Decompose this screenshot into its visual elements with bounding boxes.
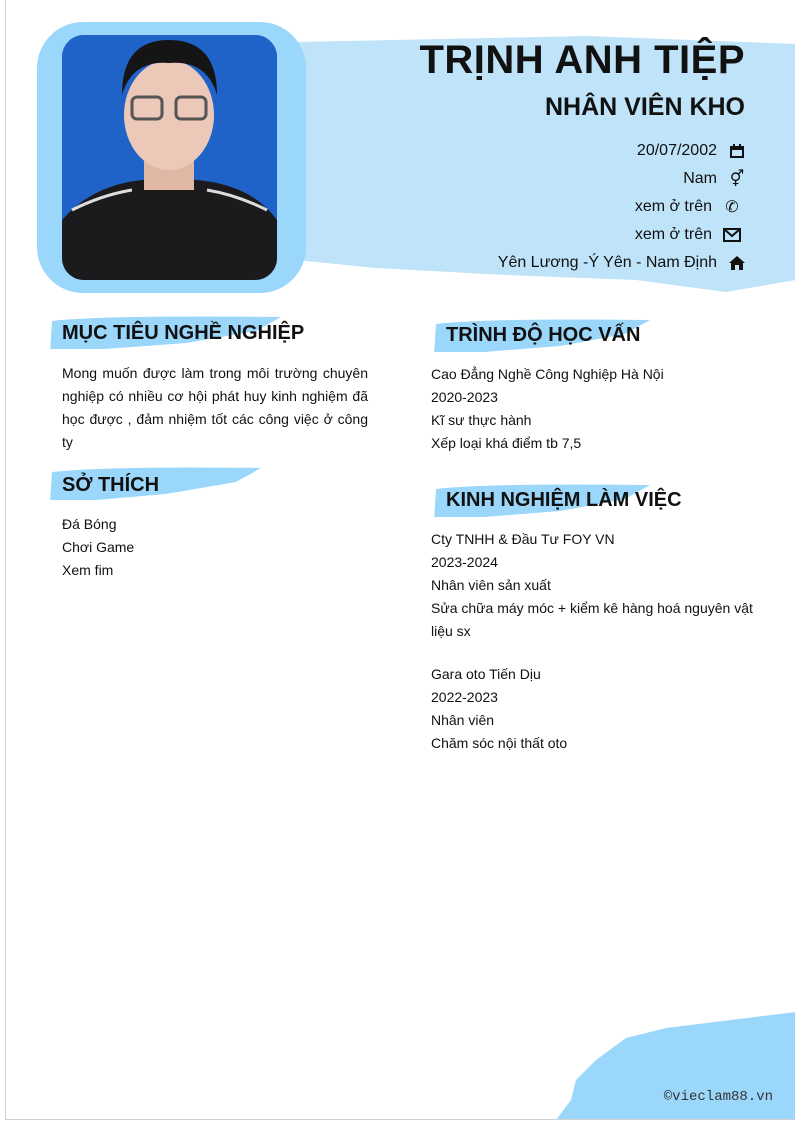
info-email bbox=[635, 225, 742, 245]
job-position: NHÂN VIÊN KHO bbox=[544, 93, 745, 121]
home-icon bbox=[727, 253, 747, 273]
education-title: TRÌNH ĐỘ HỌC VẤN bbox=[446, 324, 641, 346]
cv-page bbox=[5, 0, 795, 1120]
job-company: Cty TNHH & Đầu Tư FOY VN bbox=[431, 531, 615, 547]
info-address bbox=[498, 253, 747, 273]
info-birthdate bbox=[637, 141, 747, 161]
job-role: Nhân viên sản xuất bbox=[431, 577, 551, 593]
hobby-item: Đá Bóng bbox=[62, 516, 117, 532]
experience-job bbox=[431, 663, 761, 755]
objective-text: Mong muốn được làm trong môi trường chuyên nghiệp có nhiều cơ hội phát huy kinh nghiệm đã học được , đảm nhiệm tốt các công việc ở công ty bbox=[62, 365, 368, 450]
experience-job bbox=[431, 528, 761, 643]
job-description: Chăm sóc nội thất oto bbox=[431, 735, 568, 751]
hobbies-list bbox=[62, 513, 134, 582]
experience-title: KINH NGHIỆM LÀM VIỆC bbox=[446, 489, 682, 511]
objective-title: MỤC TIÊU NGHỀ NGHIỆP bbox=[62, 322, 305, 344]
calendar-icon bbox=[727, 141, 747, 161]
info-gender bbox=[683, 169, 747, 189]
info-phone bbox=[635, 197, 742, 217]
job-description: Sửa chữa máy móc + kiểm kê hàng hoá nguyên vật liệu sx bbox=[431, 600, 753, 639]
education-period: 2020-2023 bbox=[431, 389, 498, 405]
watermark: ©vieclam88.vn bbox=[663, 1089, 773, 1105]
email-icon bbox=[722, 225, 742, 245]
birthdate-text: 20/07/2002 bbox=[636, 142, 717, 159]
hobbies-title: SỞ THÍCH bbox=[62, 474, 160, 496]
education-school: Cao Đẳng Nghề Công Nghiệp Hà Nội bbox=[431, 366, 664, 382]
candidate-name: TRỊNH ANH TIỆP bbox=[419, 38, 745, 82]
profile-photo bbox=[62, 35, 277, 280]
address-text: Yên Lương -Ý Yên - Nam Định bbox=[497, 254, 717, 271]
job-period: 2022-2023 bbox=[431, 689, 498, 705]
phone-icon: ✆ bbox=[725, 199, 739, 216]
education-degree: Kĩ sư thực hành bbox=[431, 412, 532, 428]
phone-text: xem ở trên bbox=[634, 198, 712, 215]
gender-icon: ⚥ bbox=[729, 171, 745, 188]
gender-text: Nam bbox=[683, 170, 717, 187]
education-grade: Xếp loại khá điểm tb 7,5 bbox=[431, 435, 582, 451]
job-role: Nhân viên bbox=[431, 712, 495, 728]
hobby-item: Xem fim bbox=[62, 562, 114, 578]
job-period: 2023-2024 bbox=[431, 554, 498, 570]
job-company: Gara oto Tiến Dịu bbox=[431, 666, 541, 682]
education-details bbox=[431, 363, 664, 455]
email-text: xem ở trên bbox=[634, 226, 712, 243]
hobby-item: Chơi Game bbox=[62, 539, 135, 555]
